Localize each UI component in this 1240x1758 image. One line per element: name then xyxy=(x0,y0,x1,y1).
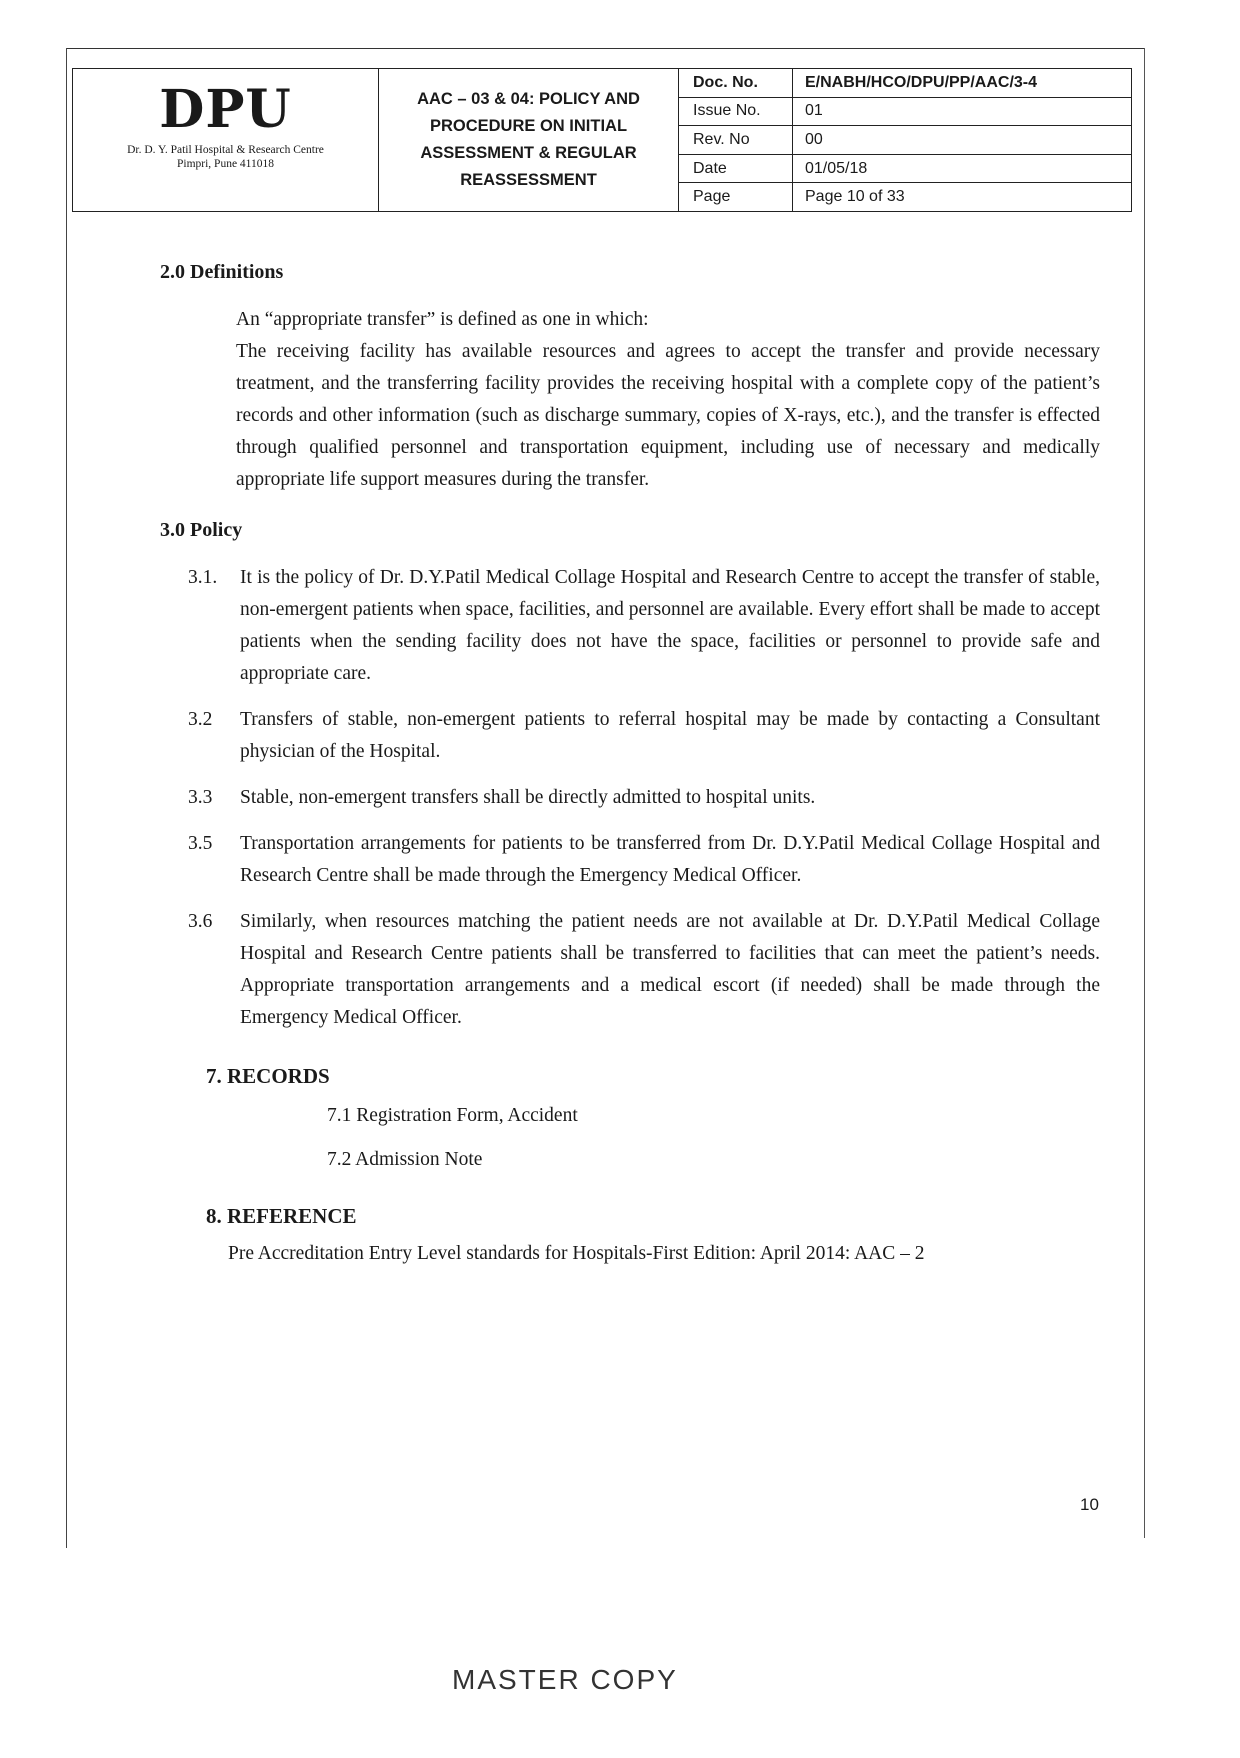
frame-top-line xyxy=(66,48,1144,49)
institution-address: Pimpri, Pune 411018 xyxy=(176,158,274,170)
policy-item xyxy=(160,828,1100,892)
policy-item-number: 3.2 xyxy=(188,709,213,730)
header-meta-table xyxy=(679,69,1131,211)
meta-key: Page xyxy=(679,183,793,211)
definitions-body: The receiving facility has available resources and agrees to accept the transfer and provide necessary treatment, and the transferring facility provides the receiving hospital with a complete copy of the patient’s records and other information (such as discharge summary, copies of X-rays, etc.), and the transfer is effected through qualified personnel and transportation equipment, including use of necessary and medically appropriate life support measures during the transfer. xyxy=(236,341,1100,490)
policy-item-number: 3.6 xyxy=(188,911,213,932)
policy-item-text: Transportation arrangements for patients to be transferred from Dr. D.Y.Patil Medical Collage Hospital and Research Centre shall be made through the Emergency Medical Officer. xyxy=(240,833,1100,886)
dpu-logo: DPU xyxy=(159,79,292,140)
master-copy-stamp: MASTER COPY xyxy=(452,1664,678,1695)
meta-key: Rev. No xyxy=(679,126,793,154)
meta-row-date xyxy=(679,155,1131,184)
policy-item xyxy=(160,704,1100,768)
policy-item xyxy=(160,782,1100,814)
meta-value: 01/05/18 xyxy=(805,159,868,177)
reference-heading: 8. REFERENCE xyxy=(206,1204,357,1228)
records-item: 7.2 Admission Note xyxy=(327,1149,483,1170)
reference-text: Pre Accreditation Entry Level standards for Hospitals-First Edition: April 2014: AAC – 2 xyxy=(228,1243,925,1264)
policy-item-text: It is the policy of Dr. D.Y.Patil Medical Collage Hospital and Research Centre to accept the transfer of stable, non-emergent patients when space, facilities, and personnel are available. Every effort shall be made to accept patients when the sending facility does not have the space, facilities or personnel to provide safe and appropriate care. xyxy=(240,567,1100,684)
policy-item-number: 3.5 xyxy=(188,833,213,854)
meta-row-page xyxy=(679,183,1131,211)
meta-value: E/NABH/HCO/DPU/PP/AAC/3-4 xyxy=(805,73,1038,91)
policy-item xyxy=(160,906,1100,1034)
document-body xyxy=(160,258,1100,1270)
policy-heading: 3.0 Policy xyxy=(160,519,243,541)
meta-row-issue-no xyxy=(679,98,1131,127)
frame-left-line xyxy=(66,48,67,1548)
meta-row-doc-no xyxy=(679,69,1131,98)
records-heading: 7. RECORDS xyxy=(206,1064,330,1088)
meta-row-rev-no xyxy=(679,126,1131,155)
frame-right-line xyxy=(1144,48,1145,1538)
meta-value: 01 xyxy=(805,102,823,120)
meta-key: Doc. No. xyxy=(679,69,793,97)
policy-item-number: 3.3 xyxy=(188,787,213,808)
policy-item xyxy=(160,562,1100,690)
policy-item-text: Transfers of stable, non-emergent patients to referral hospital may be made by contacting a Consultant physician of the Hospital. xyxy=(240,709,1100,762)
records-item: 7.1 Registration Form, Accident xyxy=(327,1105,578,1126)
document-title: AAC – 03 & 04: POLICY AND PROCEDURE ON INITIAL ASSESSMENT & REGULAR REASSESSMENT xyxy=(379,69,679,211)
header-logo-cell xyxy=(73,69,379,211)
policy-item-number: 3.1. xyxy=(188,567,218,588)
meta-key: Issue No. xyxy=(679,98,793,126)
definitions-intro: An “appropriate transfer” is defined as one in which: xyxy=(236,309,649,330)
meta-value: 00 xyxy=(805,130,823,148)
meta-key: Date xyxy=(679,155,793,183)
policy-item-text: Similarly, when resources matching the patient needs are not available at Dr. D.Y.Patil Medical Collage Hospital and Research Centre patients shall be transferred to facilities that can meet the patient’s needs. Appropriate transportation arrangements and a medical escort (if needed) shall be made through the Emergency Medical Officer. xyxy=(240,911,1100,1028)
document-header xyxy=(72,68,1132,212)
meta-value: Page 10 of 33 xyxy=(805,188,905,206)
definitions-heading: 2.0 Definitions xyxy=(160,261,284,283)
institution-name: Dr. D. Y. Patil Hospital & Research Centre xyxy=(127,144,324,156)
page-number: 10 xyxy=(1080,1495,1099,1514)
policy-item-text: Stable, non-emergent transfers shall be directly admitted to hospital units. xyxy=(240,787,816,808)
